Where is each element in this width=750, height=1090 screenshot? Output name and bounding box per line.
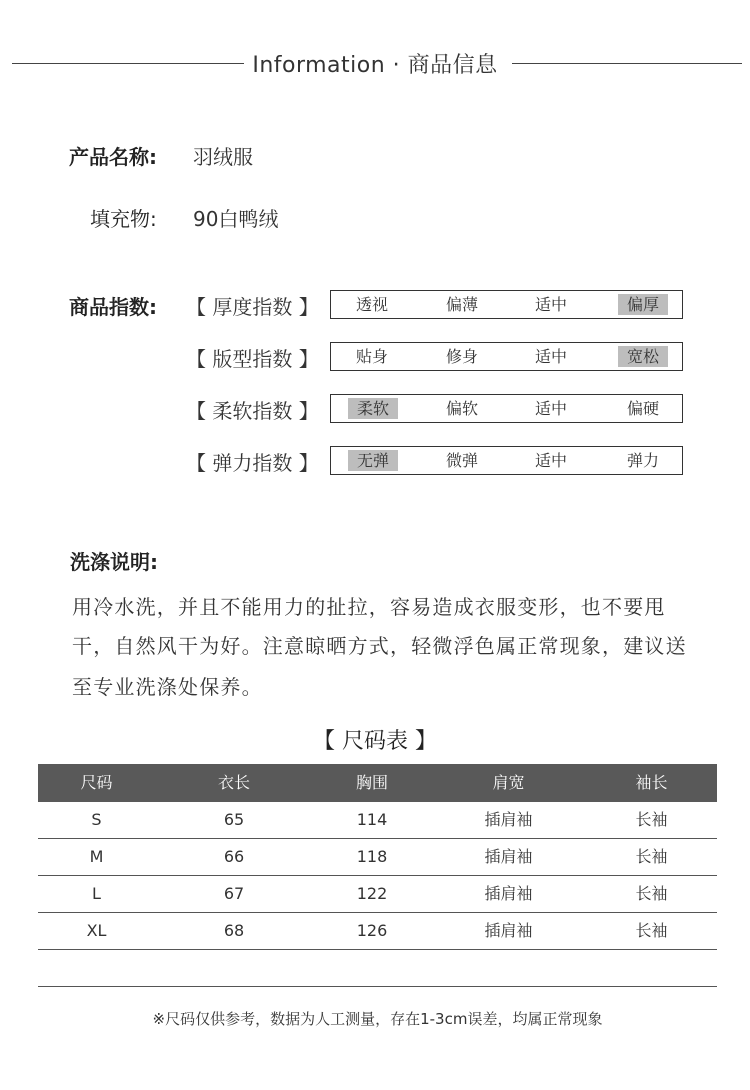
column-header: 尺码 xyxy=(80,773,113,792)
size-chart-title: 【 尺码表 】 xyxy=(313,729,437,754)
table-cell: 插肩袖 xyxy=(484,884,533,903)
table-row xyxy=(38,802,717,839)
index-option: 修身 xyxy=(445,347,478,366)
washing-line: 至专业洗涤处保养。 xyxy=(72,675,263,699)
index-name: 【 厚度指数 】 xyxy=(186,295,319,319)
index-option-selected: 无弹 xyxy=(348,450,398,471)
washing-line: 用冷水洗，并且不能用力的扯拉，容易造成衣服变形，也不要甩 xyxy=(72,595,666,619)
index-option: 弹力 xyxy=(626,451,659,470)
table-cell: 插肩袖 xyxy=(484,921,533,940)
column-header: 衣长 xyxy=(217,773,250,792)
table-cell: 114 xyxy=(356,810,388,829)
table-cell: XL xyxy=(86,921,107,940)
table-cell: L xyxy=(92,884,101,903)
table-row xyxy=(38,913,717,950)
column-header: 袖长 xyxy=(635,773,668,792)
index-option: 适中 xyxy=(534,399,567,418)
washing-title: 洗涤说明: xyxy=(70,550,158,574)
table-cell: 122 xyxy=(356,884,388,903)
index-option: 适中 xyxy=(534,347,567,366)
index-option: 偏硬 xyxy=(626,399,659,418)
header-right-rule xyxy=(512,63,742,64)
index-option: 偏软 xyxy=(445,399,478,418)
table-cell: 68 xyxy=(223,921,245,940)
index-scale-box xyxy=(330,446,683,475)
table-cell: 插肩袖 xyxy=(484,847,533,866)
index-option: 适中 xyxy=(534,451,567,470)
product-name-label: 产品名称: xyxy=(69,145,157,169)
table-cell: 长袖 xyxy=(635,847,668,866)
product-name-value: 羽绒服 xyxy=(193,145,253,169)
table-cell: S xyxy=(91,810,102,829)
index-scale-box xyxy=(330,290,683,319)
table-cell: 118 xyxy=(356,847,388,866)
table-cell: 长袖 xyxy=(635,884,668,903)
filling-label: 填充物: xyxy=(90,207,157,231)
index-name: 【 弹力指数 】 xyxy=(186,451,319,475)
table-cell: 长袖 xyxy=(635,810,668,829)
table-cell: 65 xyxy=(223,810,245,829)
index-name: 【 版型指数 】 xyxy=(186,347,319,371)
size-footnote: ※尺码仅供参考，数据为人工测量，存在1-3cm误差，均属正常现象 xyxy=(152,1010,603,1028)
indices-label: 商品指数: xyxy=(69,295,157,319)
table-cell: 66 xyxy=(223,847,245,866)
table-cell: 长袖 xyxy=(635,921,668,940)
index-option: 透视 xyxy=(355,295,388,314)
index-option: 贴身 xyxy=(355,347,388,366)
washing-line: 干，自然风干为好。注意晾晒方式，轻微浮色属正常现象，建议送 xyxy=(72,634,687,658)
index-name: 【 柔软指数 】 xyxy=(186,399,319,423)
column-header: 胸围 xyxy=(355,773,388,792)
table-row xyxy=(38,839,717,876)
index-option: 适中 xyxy=(534,295,567,314)
table-cell: M xyxy=(89,847,104,866)
table-cell: 126 xyxy=(356,921,388,940)
size-table-header xyxy=(38,764,717,802)
index-scale-box xyxy=(330,394,683,423)
table-row xyxy=(38,876,717,913)
index-scale-box xyxy=(330,342,683,371)
size-table xyxy=(38,764,717,950)
table-cell: 插肩袖 xyxy=(484,810,533,829)
index-option: 微弹 xyxy=(445,451,478,470)
index-option-selected: 柔软 xyxy=(348,398,398,419)
bottom-rule xyxy=(38,986,717,987)
column-header: 肩宽 xyxy=(492,773,525,792)
table-cell: 67 xyxy=(223,884,245,903)
index-option-selected: 宽松 xyxy=(618,346,668,367)
index-option-selected: 偏厚 xyxy=(618,294,668,315)
index-option: 偏薄 xyxy=(445,295,478,314)
section-title: Information · 商品信息 xyxy=(252,53,498,78)
filling-value: 90白鸭绒 xyxy=(193,207,279,231)
